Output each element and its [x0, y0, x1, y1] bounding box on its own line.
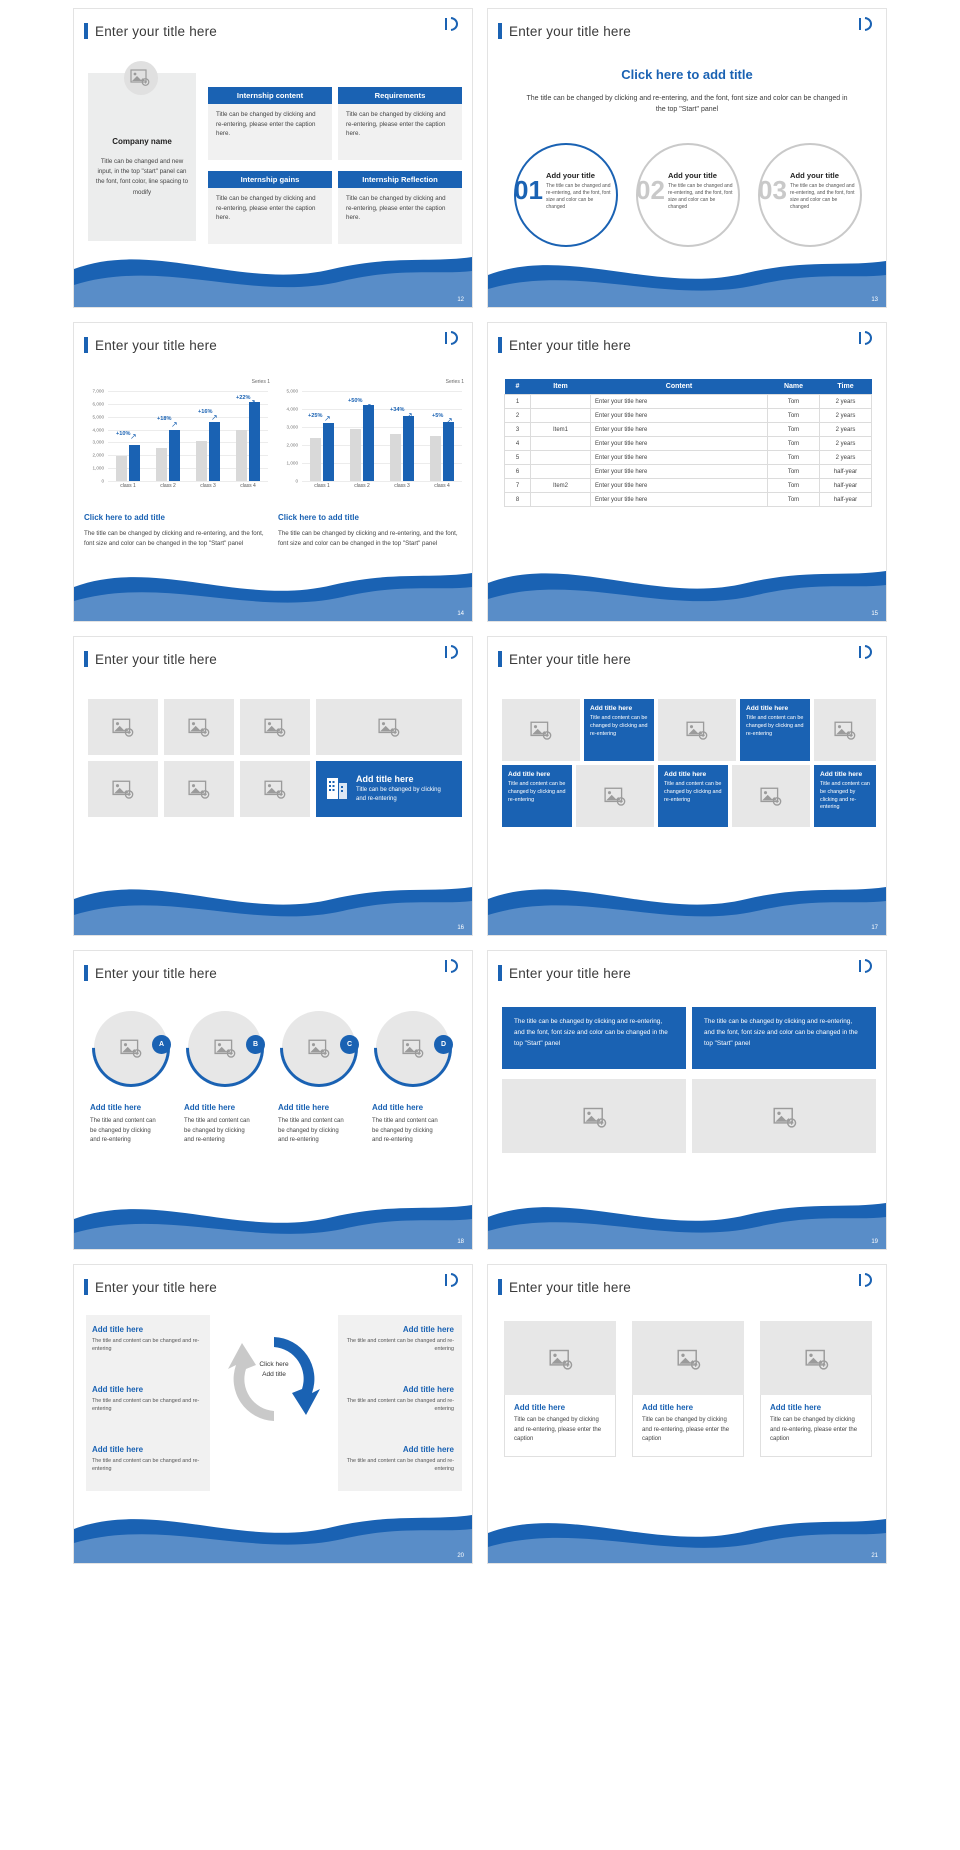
title-accent-bar [84, 337, 88, 353]
badge-a: A [152, 1035, 171, 1054]
cycle-center-label [244, 1360, 304, 1380]
cell-time: 2 years [820, 423, 872, 437]
caption-card-3[interactable] [760, 1395, 872, 1457]
item-left-3[interactable] [92, 1445, 200, 1473]
item-text: The title and content can be changed and re-entering [346, 1338, 454, 1353]
step-number: 03 [758, 175, 787, 205]
footer-wave [74, 229, 472, 307]
cell-item [531, 409, 591, 423]
page-title: Enter your title here [509, 651, 632, 667]
item-title: Add title here [402, 1325, 454, 1334]
chart-y-axis: 7,000 6,000 5,000 4,000 3,000 2,000 1,000 0 [92, 388, 104, 484]
cell-time: 2 years [820, 395, 872, 409]
picture-icon [549, 1349, 571, 1368]
page-number: 18 [457, 1239, 464, 1245]
body-left: The title can be changed by clicking and re-entering, and the font, font size and color can be changed in the top "Start" panel [84, 530, 264, 547]
badge-b: B [246, 1035, 265, 1054]
chart-y-axis: 5,000 4,000 3,000 2,000 1,000 0 [286, 388, 298, 484]
brand-logo-icon [858, 17, 876, 31]
item-title: Add title here [402, 1445, 454, 1454]
page-number: 14 [457, 611, 464, 617]
table-row[interactable] [505, 395, 872, 409]
item-text-b: The title and content can be changed by clicking and re-entering [184, 1118, 250, 1144]
picture-icon [264, 780, 286, 799]
chart-label: +34% [390, 407, 405, 414]
brand-logo-icon [858, 645, 876, 659]
item-title: Add title here [92, 1325, 144, 1334]
item-text: The title and content can be changed and re-entering [92, 1458, 200, 1473]
image-placeholder-left[interactable] [502, 1079, 686, 1153]
cell-name: Tom [768, 423, 820, 437]
text-box-right[interactable]: The title can be changed by clicking and re-entering, and the font, font size and color can be changed in the top "Start" panel [692, 1007, 876, 1069]
item-title-c: Add title here [278, 1103, 330, 1112]
chart-plot [108, 391, 268, 481]
picture-icon [760, 787, 782, 806]
building-icon [326, 774, 348, 805]
cell-index: 6 [505, 465, 531, 479]
tile-text: Title and content can be changed by clicking and re-entering [664, 781, 722, 803]
cell-content: Enter your title here [591, 465, 768, 479]
tile-3[interactable] [502, 765, 572, 827]
item-title: Add title here [92, 1445, 144, 1454]
image-placeholder-wide[interactable] [316, 699, 462, 755]
step-text: The title can be changed and re-entering, and the font, font size and color can be changed [668, 183, 733, 210]
cell-item [531, 493, 591, 507]
card-internship-content[interactable] [208, 87, 332, 160]
page-number: 13 [871, 297, 878, 303]
image-placeholder-3[interactable] [760, 1321, 872, 1395]
bar-group [152, 391, 184, 481]
tile-text: Title and content can be changed by clicking and re-entering [820, 781, 870, 811]
body-right: The title can be changed by clicking and re-entering, and the font, font size and color can be changed in the top "Start" panel [278, 530, 458, 547]
cell-index: 8 [505, 493, 531, 507]
footer-wave [488, 1485, 886, 1563]
chart-legend: Series 1 [251, 379, 270, 385]
bar-group [386, 391, 418, 481]
step-text: The title can be changed and re-entering, and the font, font size and color can be changed [546, 183, 611, 210]
picture-icon [677, 1349, 699, 1368]
title-accent-bar [498, 965, 502, 981]
slide-19 [487, 950, 887, 1250]
item-title-a: Add title here [90, 1103, 142, 1112]
highlight-card[interactable] [316, 761, 462, 817]
item-right-2[interactable] [346, 1385, 454, 1413]
page-number: 19 [871, 1239, 878, 1245]
tile-title: Add title here [820, 771, 863, 778]
picture-icon [805, 1349, 827, 1368]
item-text-d: The title and content can be changed by clicking and re-entering [372, 1118, 438, 1144]
picture-icon [130, 69, 152, 88]
chart-label: +22% [236, 394, 251, 401]
trend-arrow-icon: ↗ [171, 419, 178, 429]
page-title: Enter your title here [95, 23, 218, 39]
caption-right: Click here to add title [278, 513, 359, 522]
tile-1[interactable] [584, 699, 654, 761]
page-title: Enter your title here [95, 651, 218, 667]
card-title: Internship Reflection [338, 171, 462, 188]
image-placeholder[interactable] [814, 699, 876, 761]
brand-logo-icon [858, 1273, 876, 1287]
chart-label: +5% [432, 412, 444, 419]
slide-14 [73, 322, 473, 622]
card-title: Internship content [208, 87, 332, 104]
page-title: Enter your title here [509, 965, 632, 981]
image-placeholder-right[interactable] [692, 1079, 876, 1153]
chart-x-axis: class 1 class 2 class 3 class 4 [120, 483, 256, 489]
slide-16 [73, 636, 473, 936]
tile-2[interactable] [740, 699, 810, 761]
cell-index: 4 [505, 437, 531, 451]
col-index: # [505, 379, 531, 395]
slide-17 [487, 636, 887, 936]
slide-21 [487, 1264, 887, 1564]
cell-index: 5 [505, 451, 531, 465]
slide-header [84, 647, 462, 671]
trend-arrow-icon: ↗ [249, 398, 256, 408]
step-title: Add your title [790, 171, 839, 180]
brand-logo-icon [444, 959, 462, 973]
tile-5[interactable] [814, 765, 876, 827]
cell-name: Tom [768, 437, 820, 451]
slide-20 [73, 1264, 473, 1564]
cell-name: Tom [768, 465, 820, 479]
card-title: Add title here [642, 1403, 694, 1412]
picture-icon [773, 1107, 795, 1126]
picture-icon [604, 787, 626, 806]
tile-text: Title and content can be changed by clicking and re-entering [746, 715, 804, 737]
picture-icon [112, 780, 134, 799]
bar-group [346, 391, 378, 481]
picture-icon [378, 718, 400, 737]
center-line-1: Click here [259, 1361, 289, 1368]
cell-time: half-year [820, 493, 872, 507]
col-name: Name [768, 379, 820, 395]
caption-left: Click here to add title [84, 513, 165, 522]
card-text: Title can be changed by clicking and re-entering, please enter the caption [642, 1417, 730, 1443]
page-title: Enter your title here [95, 337, 218, 353]
caption-card-2[interactable] [632, 1395, 744, 1457]
table-row[interactable] [505, 409, 872, 423]
step-number: 02 [636, 175, 665, 205]
card-body: Title can be changed by clicking and re-entering, please enter the caption here. [208, 104, 332, 160]
cell-name: Tom [768, 409, 820, 423]
item-text: The title and content can be changed and re-entering [346, 1458, 454, 1473]
picture-icon [686, 721, 708, 740]
image-placeholder[interactable] [164, 761, 234, 817]
slide-header [498, 333, 876, 357]
chart-label: +50% [348, 398, 363, 405]
cell-time: half-year [820, 479, 872, 493]
picture-icon [188, 718, 210, 737]
data-table [504, 379, 872, 507]
footer-wave [74, 857, 472, 935]
brand-logo-icon [444, 645, 462, 659]
cell-time: 2 years [820, 437, 872, 451]
item-title: Add title here [92, 1385, 144, 1394]
bar-group [192, 391, 224, 481]
item-text: The title and content can be changed and re-entering [346, 1398, 454, 1413]
trend-arrow-icon: ↗ [446, 416, 453, 426]
brand-logo-icon [444, 331, 462, 345]
chart-x-axis: class 1 class 2 class 3 class 4 [314, 483, 450, 489]
page-number: 17 [871, 925, 878, 931]
image-placeholder[interactable] [164, 699, 234, 755]
page-number: 12 [457, 297, 464, 303]
cell-item [531, 465, 591, 479]
cell-index: 7 [505, 479, 531, 493]
slide-12 [73, 8, 473, 308]
step-text: The title can be changed and re-entering, and the font, font size and color can be changed [790, 183, 855, 210]
slide-header [498, 1275, 876, 1299]
cell-index: 1 [505, 395, 531, 409]
cell-content: Enter your title here [591, 395, 768, 409]
tile-text: Title and content can be changed by clicking and re-entering [590, 715, 648, 737]
cell-index: 3 [505, 423, 531, 437]
item-text-c: The title and content can be changed by clicking and re-entering [278, 1118, 344, 1144]
cell-content: Enter your title here [591, 423, 768, 437]
page-title: Enter your title here [509, 1279, 632, 1295]
cell-time: 2 years [820, 451, 872, 465]
image-placeholder[interactable] [732, 765, 810, 827]
trend-arrow-icon: ↗ [365, 401, 372, 411]
text-box-left[interactable]: The title can be changed by clicking and re-entering, and the font, font size and color can be changed in the top "Start" panel [502, 1007, 686, 1069]
title-accent-bar [498, 1279, 502, 1295]
brand-logo-icon [444, 1273, 462, 1287]
step-number: 01 [514, 175, 543, 205]
card-text: Title can be changed by clicking and re-entering, please enter the caption [514, 1417, 602, 1443]
cell-item [531, 451, 591, 465]
page-title: Enter your title here [95, 1279, 218, 1295]
footer-wave [488, 229, 886, 307]
bar-group [232, 391, 264, 481]
tile-text: Title and content can be changed by clicking and re-entering [508, 781, 566, 803]
table-row[interactable] [505, 479, 872, 493]
page-number: 20 [457, 1553, 464, 1559]
brand-logo-icon [444, 17, 462, 31]
page-title: Enter your title here [509, 337, 632, 353]
picture-icon [264, 718, 286, 737]
table-row[interactable] [505, 451, 872, 465]
trend-arrow-icon: ↗ [406, 410, 413, 420]
highlight-title: Add title here [356, 774, 414, 784]
table-row[interactable] [505, 465, 872, 479]
cell-index: 2 [505, 409, 531, 423]
tile-4[interactable] [658, 765, 728, 827]
step-title: Add your title [668, 171, 717, 180]
title-accent-bar [84, 965, 88, 981]
page-number: 21 [871, 1553, 878, 1559]
item-text: The title and content can be changed and re-entering [92, 1338, 200, 1353]
chart-legend: Series 1 [445, 379, 464, 385]
cell-content: Enter your title here [591, 437, 768, 451]
picture-icon [112, 718, 134, 737]
bar-group [306, 391, 338, 481]
title-accent-bar [498, 337, 502, 353]
cell-item [531, 395, 591, 409]
footer-wave [74, 543, 472, 621]
cell-content: Enter your title here [591, 493, 768, 507]
cell-item: Item1 [531, 423, 591, 437]
image-placeholder[interactable] [502, 699, 580, 761]
table-row[interactable] [505, 437, 872, 451]
chart-label: +16% [198, 409, 213, 415]
picture-icon [834, 721, 856, 740]
center-line-2: Add title [262, 1370, 286, 1378]
highlight-text: Title can be changed by clicking and re-entering [356, 787, 441, 802]
item-left-2[interactable] [92, 1385, 200, 1413]
slide-header [84, 961, 462, 985]
image-placeholder[interactable] [240, 761, 310, 817]
page-number: 15 [871, 611, 878, 617]
step-title: Add your title [546, 171, 595, 180]
image-placeholder[interactable] [658, 699, 736, 761]
card-body: Title can be changed by clicking and re-entering, please enter the caption here. [338, 104, 462, 160]
chart-label: +10% [116, 430, 131, 437]
company-description: Title can be changed and new input, in the top "start" panel can the font, font color, line spacing to modify [95, 158, 189, 196]
image-placeholder[interactable] [88, 761, 158, 817]
col-content: Content [591, 379, 768, 395]
trend-arrow-icon: ↗ [324, 414, 331, 424]
card-title: Internship gains [208, 171, 332, 188]
picture-icon [583, 1107, 605, 1126]
picture-icon [188, 780, 210, 799]
card-text: Title can be changed by clicking and re-entering, please enter the caption [770, 1417, 858, 1443]
title-accent-bar [84, 651, 88, 667]
image-placeholder[interactable] [240, 699, 310, 755]
cell-content: Enter your title here [591, 451, 768, 465]
slide-header [84, 19, 462, 43]
company-name: Company name [112, 137, 172, 146]
caption-card-1[interactable] [504, 1395, 616, 1457]
badge-c: C [340, 1035, 359, 1054]
chart-plot [302, 391, 462, 481]
image-placeholder-2[interactable] [632, 1321, 744, 1395]
headline: Click here to add title [621, 67, 753, 82]
item-right-3[interactable] [346, 1445, 454, 1473]
subtext: The title can be changed by clicking and re-entering, and the font, font size and color can be changed in the top "Start" panel [526, 95, 848, 114]
cell-name: Tom [768, 451, 820, 465]
card-title: Add title here [770, 1403, 822, 1412]
page-number: 16 [457, 925, 464, 931]
item-title-d: Add title here [372, 1103, 424, 1112]
tile-title: Add title here [590, 705, 633, 712]
slide-header [498, 961, 876, 985]
slide-header [84, 333, 462, 357]
slide-header [498, 647, 876, 671]
slide-18 [73, 950, 473, 1250]
image-placeholder-icon[interactable] [124, 61, 158, 95]
page-title: Enter your title here [509, 23, 632, 39]
footer-wave [74, 1485, 472, 1563]
footer-wave [488, 1171, 886, 1249]
card-title: Requirements [338, 87, 462, 104]
card-requirements[interactable] [338, 87, 462, 160]
cell-time: 2 years [820, 409, 872, 423]
cell-name: Tom [768, 493, 820, 507]
image-placeholder[interactable] [88, 699, 158, 755]
tile-title: Add title here [746, 705, 789, 712]
col-item: Item [531, 379, 591, 395]
title-accent-bar [84, 1279, 88, 1295]
trend-arrow-icon: ↗ [211, 412, 218, 422]
footer-wave [488, 543, 886, 621]
title-accent-bar [84, 23, 88, 39]
item-title: Add title here [402, 1385, 454, 1394]
col-time: Time [820, 379, 872, 395]
chart-label: +25% [308, 412, 323, 419]
trend-arrow-icon: ↗ [130, 432, 137, 442]
slide-header [84, 1275, 462, 1299]
slide-15 [487, 322, 887, 622]
page-title: Enter your title here [95, 965, 218, 981]
badge-d: D [434, 1035, 453, 1054]
slide-13 [487, 8, 887, 308]
table-row[interactable] [505, 423, 872, 437]
cell-item [531, 437, 591, 451]
cell-content: Enter your title here [591, 409, 768, 423]
picture-icon [530, 721, 552, 740]
table-row[interactable] [505, 493, 872, 507]
cell-name: Tom [768, 395, 820, 409]
bar-group [426, 391, 458, 481]
bar-chart-2 [278, 379, 464, 497]
chart-label: +18% [157, 416, 172, 423]
image-placeholder[interactable] [576, 765, 654, 827]
tile-title: Add title here [664, 771, 707, 778]
item-text: The title and content can be changed and re-entering [92, 1398, 200, 1413]
cell-content: Enter your title here [591, 479, 768, 493]
cell-time: half-year [820, 465, 872, 479]
item-title-b: Add title here [184, 1103, 236, 1112]
card-title: Add title here [514, 1403, 566, 1412]
item-right-1[interactable] [346, 1325, 454, 1353]
brand-logo-icon [858, 331, 876, 345]
tile-title: Add title here [508, 771, 551, 778]
brand-logo-icon [858, 959, 876, 973]
table-header-row [505, 379, 872, 395]
card-body: Title can be changed by clicking and re-entering, please enter the caption here. [208, 188, 332, 244]
card-body: Title can be changed by clicking and re-entering, please enter the caption here. [338, 188, 462, 244]
image-placeholder-1[interactable] [504, 1321, 616, 1395]
item-text-a: The title and content can be changed by clicking and re-entering [90, 1118, 156, 1144]
title-accent-bar [498, 651, 502, 667]
cell-item: Item2 [531, 479, 591, 493]
item-left-1[interactable] [92, 1325, 200, 1353]
footer-wave [74, 1171, 472, 1249]
slide-header [498, 19, 876, 43]
cell-name: Tom [768, 479, 820, 493]
footer-wave [488, 857, 886, 935]
bar-chart-1 [84, 379, 270, 497]
title-accent-bar [498, 23, 502, 39]
